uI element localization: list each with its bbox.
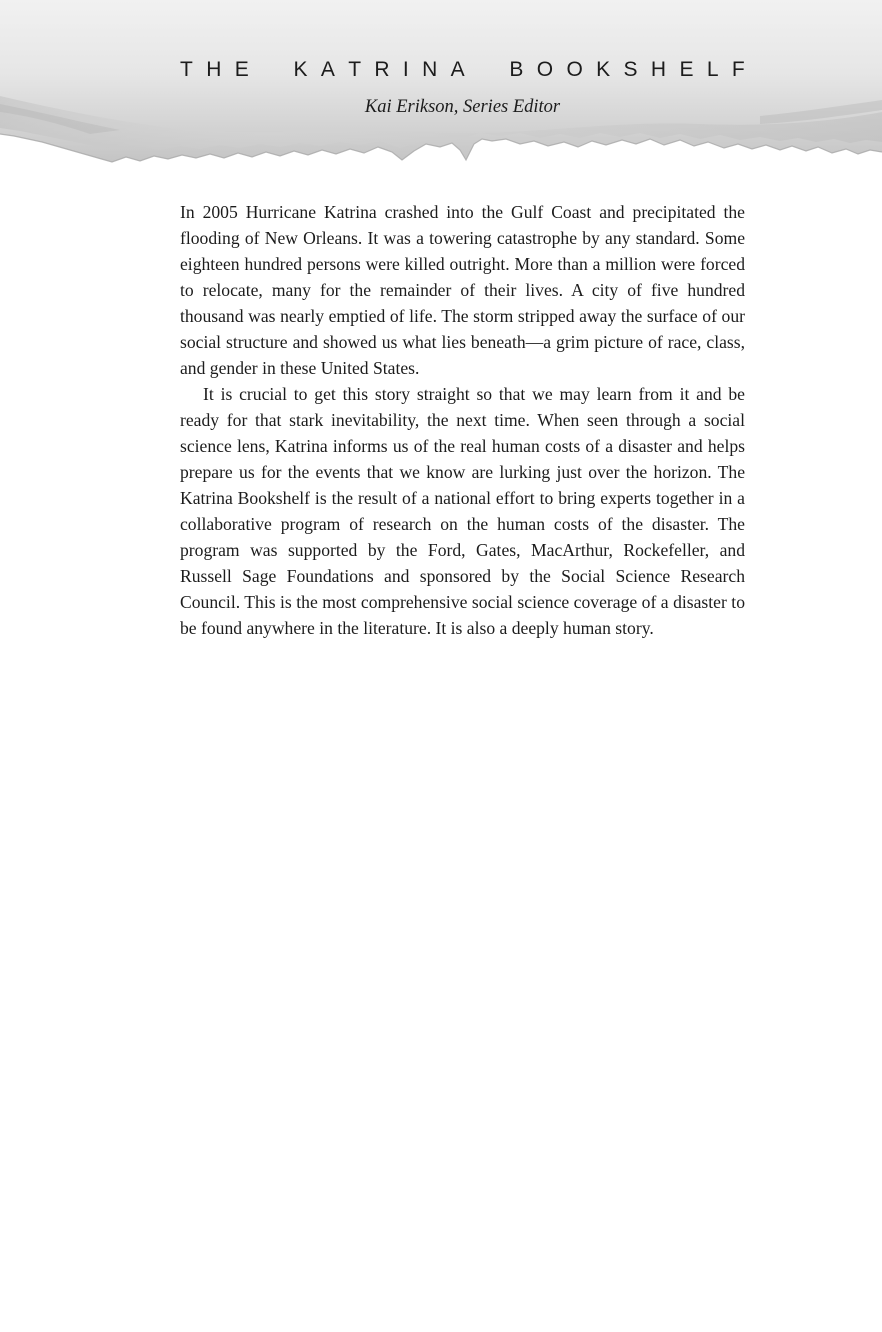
- series-title: [180, 56, 745, 84]
- series-title-letter: A: [450, 58, 465, 81]
- series-title-letter: O: [536, 58, 554, 81]
- paragraph: In 2005 Hurricane Katrina crashed into the Gulf Coast and precipitated the flooding of New Orleans. It was a towering catastrophe by any standard. Some eighteen hundred persons were killed outright. More than a million were forced to relocate, many for the remainder of their lives. A city of five hundred thousand was nearly emptied of life. The storm stripped away the surface of our social structure and showed us what lies beneath—a grim picture of race, class, and gender in these United States.: [180, 202, 745, 378]
- series-description: [180, 199, 745, 641]
- paragraph: It is crucial to get this story straight so that we may learn from it and be ready for that stark inevitability, the next time. When seen through a social science lens, Katrina informs us of the real human costs of a disaster and helps prepare us for the events that we know are lurking just over the horizon. The Katrina Bookshelf is the result of a national effort to bring experts together in a collaborative program of research on the human costs of the disaster. The program was supported by the Ford, Gates, MacArthur, Rockefeller, and Russell Sage Foundations and sponsored by the Social Science Research Council. This is the most comprehensive social science coverage of a disaster to be found anywhere in the literature. It is also a deeply human story.: [180, 384, 745, 638]
- series-title-letter: T: [348, 58, 362, 81]
- series-title-letter: A: [320, 58, 335, 81]
- series-title-letter: H: [206, 58, 222, 81]
- series-title-letter: E: [679, 58, 694, 81]
- torn-paper-graphic: [0, 0, 882, 180]
- series-title-letter: S: [623, 58, 638, 81]
- series-title-letter: N: [422, 58, 438, 81]
- series-title-letter: T: [180, 58, 193, 81]
- series-title-letter: K: [293, 58, 308, 81]
- series-title-letter: K: [596, 58, 611, 81]
- series-title-letter: B: [509, 58, 524, 81]
- series-title-letter: H: [650, 58, 667, 81]
- series-title-space: [478, 56, 496, 84]
- series-title-letter: E: [234, 58, 249, 81]
- series-title-letter: F: [731, 58, 745, 81]
- torn-paper-header: [0, 0, 882, 180]
- series-title-space: [262, 56, 280, 84]
- series-editor: Kai Erikson, Series Editor: [364, 97, 561, 117]
- series-title-letter: I: [402, 58, 409, 81]
- series-title-letter: R: [374, 58, 390, 81]
- series-title-letter: O: [566, 58, 583, 81]
- series-title-letter: L: [706, 58, 719, 81]
